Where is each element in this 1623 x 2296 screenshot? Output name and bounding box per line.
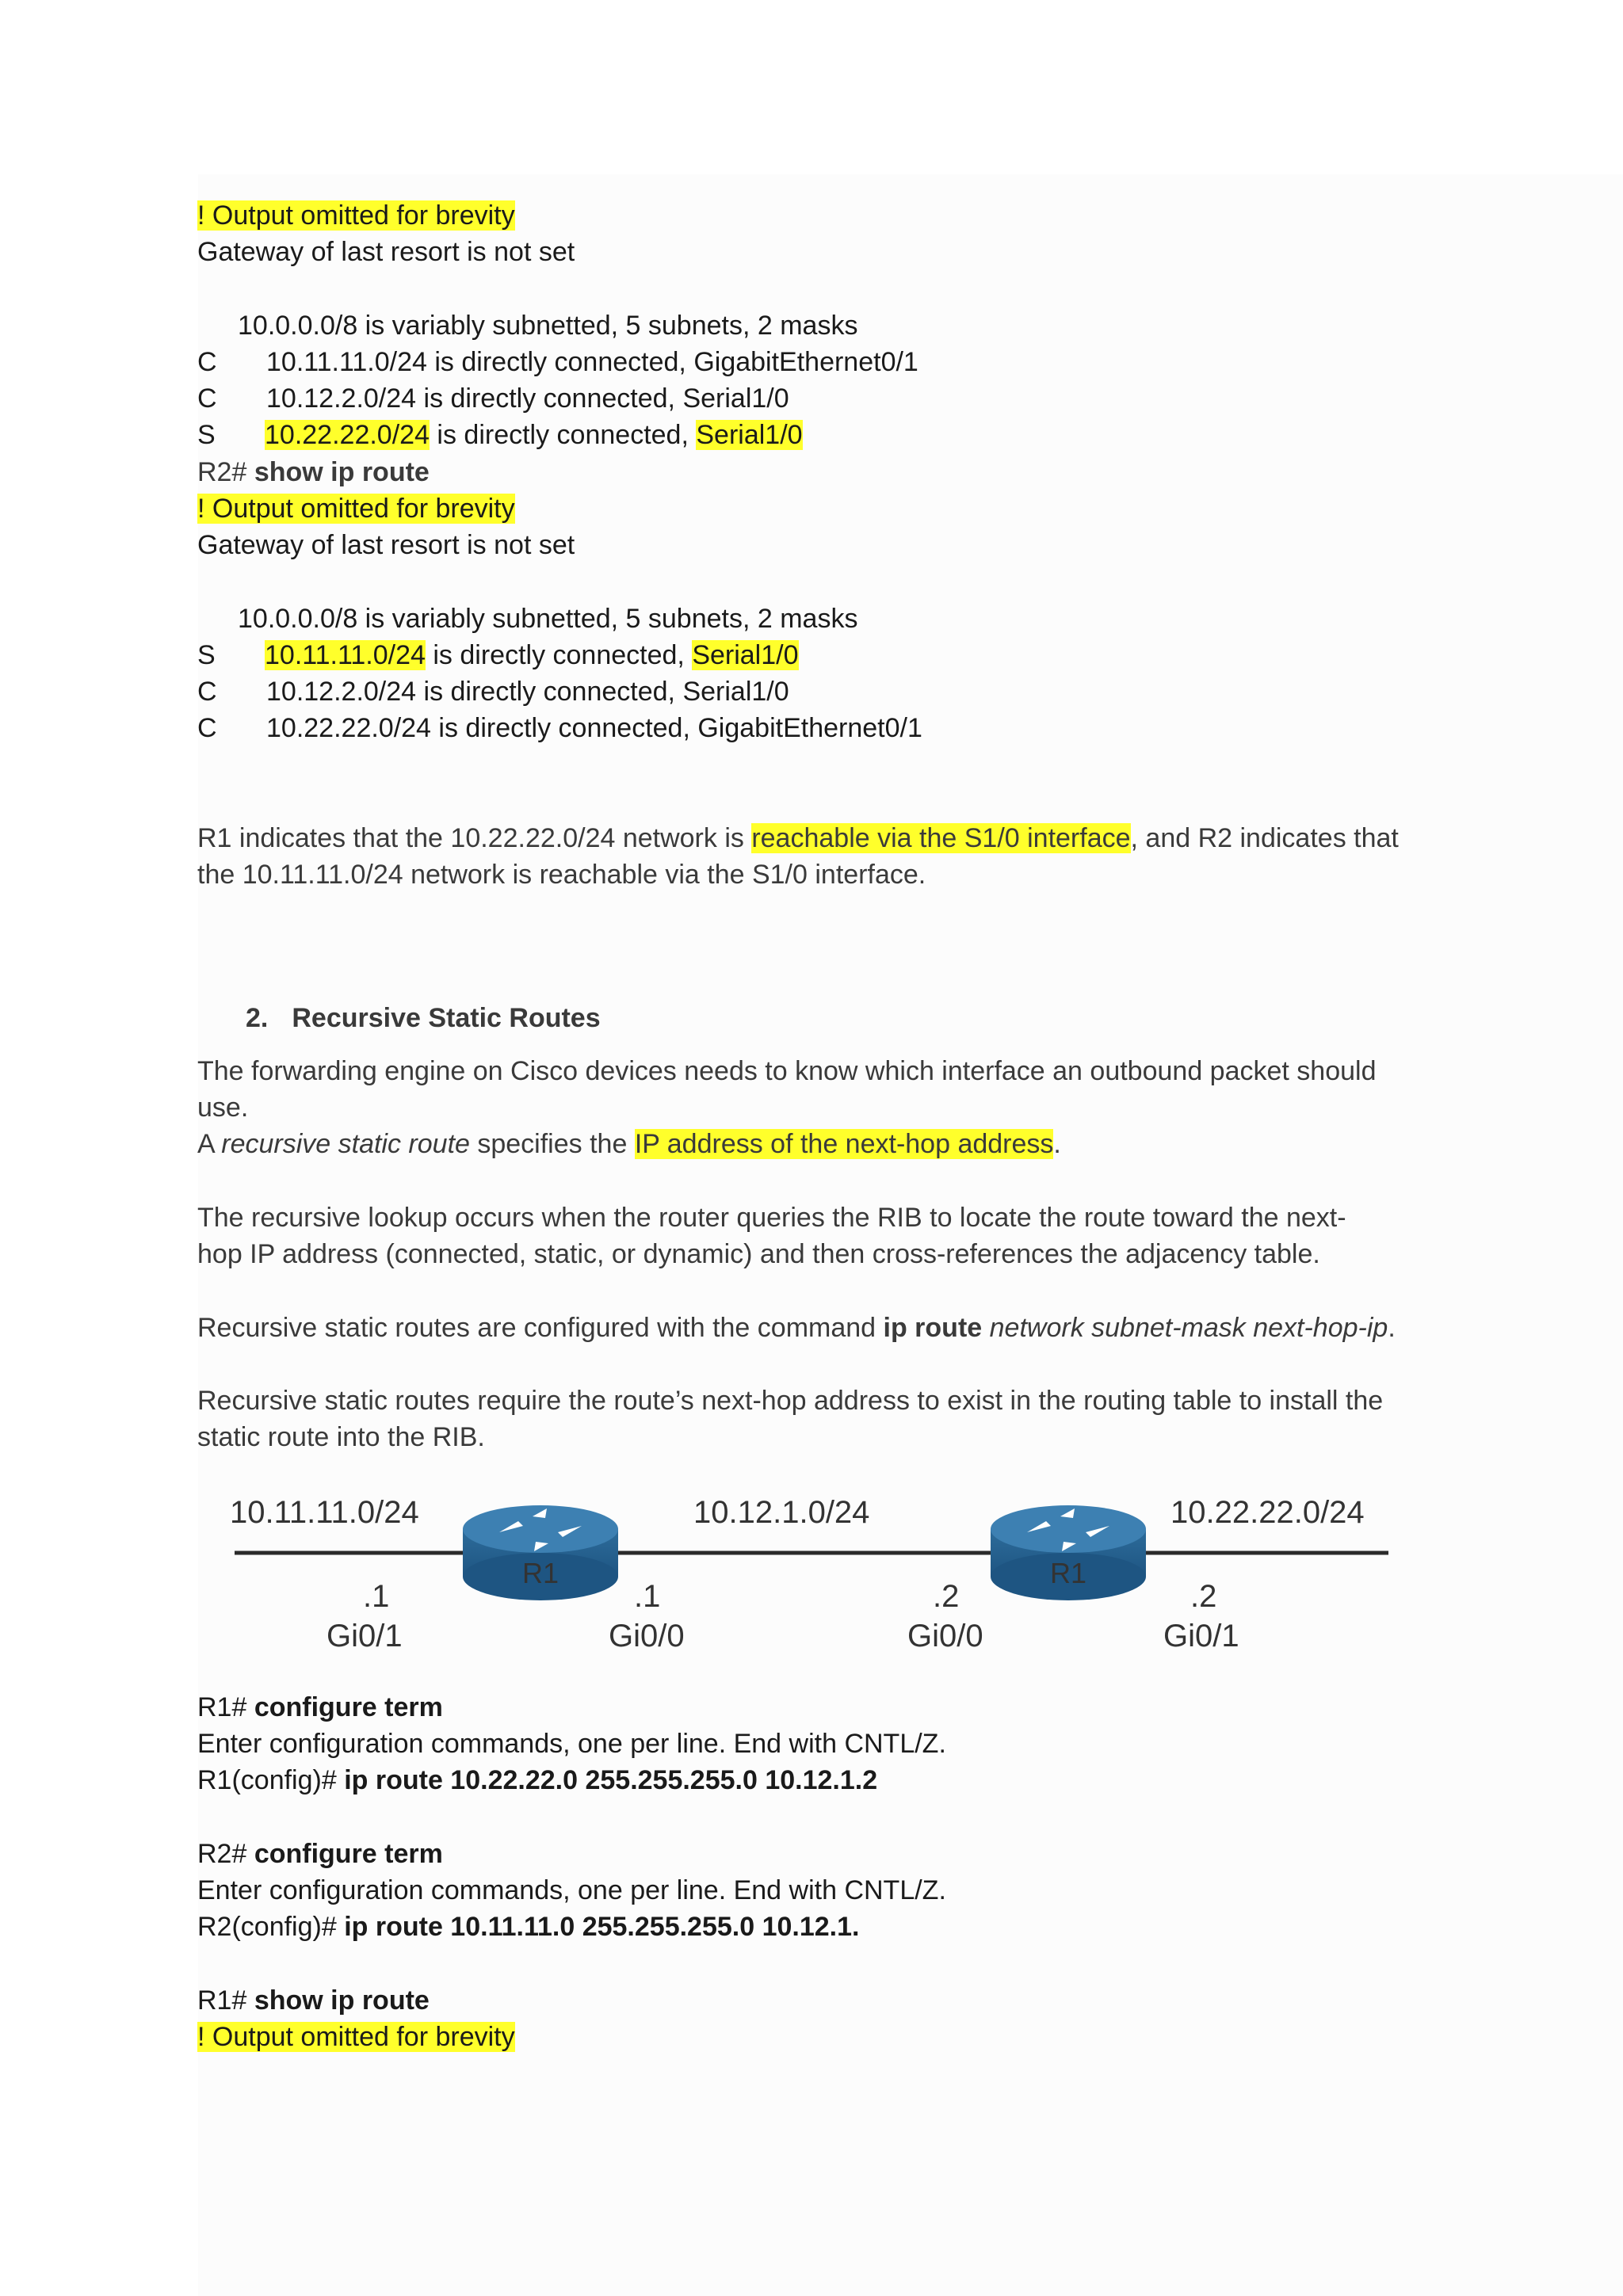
r1-config-info: Enter configuration commands, one per line. End with CNTL/Z. [197,1729,946,1759]
route-code: C [197,347,217,377]
paragraph-requirement: Recursive static routes require the route’s next-hop address to exist in the routing table to install the [197,1386,1384,1416]
route-text: 10.12.2.0/24 is directly connected, Serial1/0 [266,677,789,707]
paragraph-forwarding-cont: use. [197,1093,249,1123]
right-network-label: 10.22.22.0/24 [1170,1495,1365,1530]
output-omitted-note: ! Output omitted for brevity [197,2022,515,2052]
r2-show-command: R2# show ip route [197,457,430,487]
route-code: S [197,420,216,450]
route-text: 10.22.22.0/24 is directly connected, GigabitEthernet0/1 [266,713,922,743]
paragraph-lookup-cont: hop IP address (connected, static, or dynamic) and then cross-references the adjacency table. [197,1239,1320,1269]
output-omitted-note: ! Output omitted for brevity [197,494,515,524]
summary-line-1: R1 indicates that the 10.22.22.0/24 network is reachable via the S1/0 interface, and R2 indicates that [197,823,1399,853]
section-heading: 2. Recursive Static Routes [246,1003,601,1033]
r2-configure-command: R2# configure term [197,1839,443,1869]
route-code: S [197,640,216,670]
route-code: C [197,713,217,743]
subnet-summary: 10.0.0.0/8 is variably subnetted, 5 subnets, 2 masks [238,311,858,341]
left-network-label: 10.11.11.0/24 [230,1495,419,1530]
gateway-line: Gateway of last resort is not set [197,237,575,267]
r2-interface: Gi0/0 [907,1619,983,1653]
route-text: 10.12.2.0/24 is directly connected, Serial1/0 [266,383,789,414]
summary-line-2: the 10.11.11.0/24 network is reachable via the S1/0 interface. [197,860,926,890]
r1-show-command: R1# show ip route [197,1985,430,2016]
middle-network-label: 10.12.1.0/24 [693,1495,870,1530]
subnet-summary: 10.0.0.0/8 is variably subnetted, 5 subnets, 2 masks [238,604,858,634]
router-right-icon [991,1505,1146,1600]
r2-host-id: .2 [933,1579,960,1614]
right-interface: Gi0/1 [1163,1619,1239,1653]
paragraph-forwarding: The forwarding engine on Cisco devices needs to know which interface an outbound packet should [197,1056,1377,1086]
route-text: 10.22.22.0/24 is directly connected, Serial1/0 [265,420,803,450]
network-topology-diagram [222,1482,1395,1672]
left-host-id: .1 [363,1579,390,1614]
gateway-line: Gateway of last resort is not set [197,530,575,560]
route-code: C [197,383,217,414]
paragraph-lookup: The recursive lookup occurs when the router queries the RIB to locate the route toward the next- [197,1203,1346,1233]
r2-ip-route-command: R2(config)# ip route 10.11.11.0 255.255.255.0 10.12.1. [197,1912,860,1942]
router-left-label: R1 [521,1557,559,1589]
r1-host-id: .1 [634,1579,661,1614]
router-left-icon [463,1505,618,1600]
r1-interface: Gi0/0 [609,1619,685,1653]
r1-ip-route-command: R1(config)# ip route 10.22.22.0 255.255.255.0 10.12.1.2 [197,1765,878,1795]
route-code: C [197,677,217,707]
route-text: 10.11.11.0/24 is directly connected, Serial1/0 [265,640,799,670]
route-text: 10.11.11.0/24 is directly connected, GigabitEthernet0/1 [266,347,918,377]
router-right-label: R1 [1049,1557,1087,1589]
r1-configure-command: R1# configure term [197,1692,443,1722]
paragraph-definition: A recursive static route specifies the IP address of the next-hop address. [197,1129,1061,1159]
paragraph-requirement-cont: static route into the RIB. [197,1422,485,1452]
left-interface: Gi0/1 [327,1619,403,1653]
output-omitted-note: ! Output omitted for brevity [197,200,515,231]
paragraph-command: Recursive static routes are configured with the command ip route network subnet-mask next-hop-ip. [197,1313,1396,1343]
right-host-id: .2 [1190,1579,1217,1614]
r2-config-info: Enter configuration commands, one per line. End with CNTL/Z. [197,1875,946,1905]
